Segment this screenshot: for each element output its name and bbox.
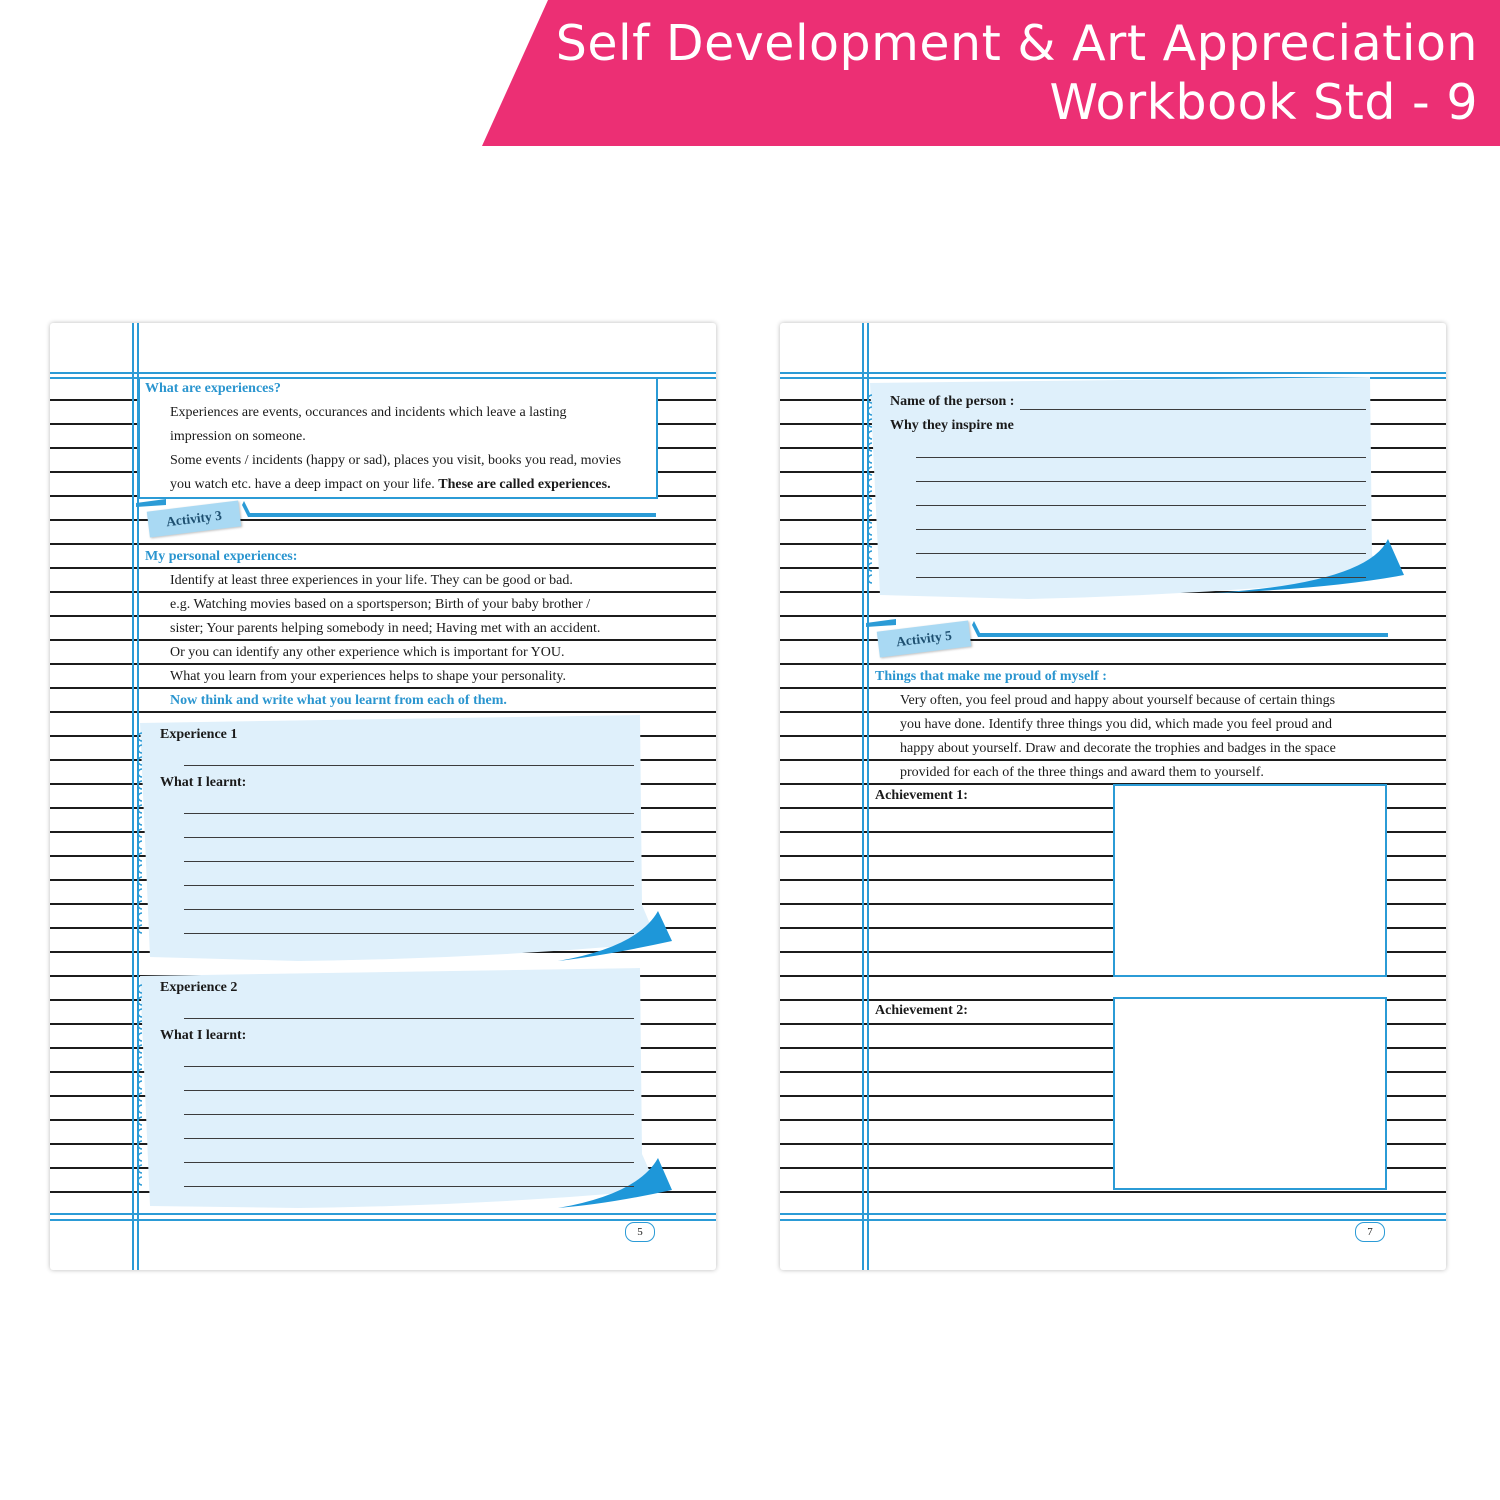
- spiral-loop: [134, 1139, 144, 1151]
- spiral-loop: [134, 899, 144, 911]
- spiral-loop: [864, 465, 874, 477]
- spiral-loop: [134, 911, 144, 923]
- why-inspire-label: Why they inspire me: [890, 418, 1014, 433]
- writing-line: [916, 529, 1366, 530]
- writing-line: [184, 933, 634, 934]
- workbook-page-7: [780, 323, 1446, 1270]
- top-margin-rule: [780, 372, 1446, 374]
- spiral-loop: [134, 755, 144, 767]
- section-heading: Things that make me proud of myself :: [875, 669, 1107, 684]
- body-line: happy about yourself. Draw and decorate the trophies and badges in the space: [900, 741, 1336, 756]
- workbook-page-5: [50, 323, 716, 1270]
- name-writing-line: [1020, 409, 1366, 410]
- activity-3-label: Activity 3: [147, 500, 241, 537]
- spiral-loop: [134, 731, 144, 743]
- bottom-margin-rule: [50, 1213, 716, 1215]
- spiral-loop: [864, 549, 874, 561]
- info-line: Some events / incidents (happy or sad), places you visit, books you read, movies: [170, 453, 622, 468]
- achievement-2-label: Achievement 2:: [875, 1003, 968, 1018]
- spiral-loop: [864, 417, 874, 429]
- title-banner: [0, 0, 1500, 146]
- banner-title-line1: Self Development & Art Appreciation: [555, 15, 1478, 72]
- spiral-loop: [134, 1151, 144, 1163]
- body-line: sister; Your parents helping somebody in need; Having met with an accident.: [170, 621, 601, 636]
- spiral-loop: [864, 429, 874, 441]
- spiral-loop: [134, 1031, 144, 1043]
- spiral-loop: [134, 1103, 144, 1115]
- spiral-loop: [134, 1091, 144, 1103]
- bottom-margin-rule: [780, 1213, 1446, 1215]
- body-line: What you learn from your experiences helps to shape your personality.: [170, 669, 567, 684]
- body-line: you have done. Identify three things you did, which made you feel proud and: [900, 717, 1332, 732]
- bottom-margin-rule-2: [50, 1219, 716, 1221]
- spiral-loop: [134, 875, 144, 887]
- spiral-loop: [134, 1007, 144, 1019]
- what-i-learnt-label: What I learnt:: [160, 1028, 247, 1043]
- body-line: Very often, you feel proud and happy about yourself because of certain things: [900, 693, 1336, 708]
- spiral-loop: [134, 995, 144, 1007]
- bottom-margin-rule-2: [780, 1219, 1446, 1221]
- spiral-loop: [134, 779, 144, 791]
- page-number: 7: [1355, 1222, 1385, 1242]
- spiral-loop: [134, 1043, 144, 1055]
- spiral-loop: [134, 1127, 144, 1139]
- body-line: provided for each of the three things and award them to yourself.: [900, 765, 1264, 780]
- body-line: Identify at least three experiences in your life. They can be good or bad.: [170, 573, 573, 588]
- writing-line: [184, 1186, 634, 1187]
- spiral-binding: [134, 983, 144, 1187]
- spiral-loop: [864, 477, 874, 489]
- ruled-line: [780, 615, 1446, 617]
- spiral-binding: [864, 393, 874, 585]
- spiral-binding: [134, 731, 144, 935]
- spiral-loop: [864, 441, 874, 453]
- spiral-loop: [134, 983, 144, 995]
- spiral-loop: [134, 887, 144, 899]
- writing-line: [184, 1066, 634, 1067]
- spiral-loop: [864, 453, 874, 465]
- writing-line: [916, 505, 1366, 506]
- ruled-line: [780, 1191, 1446, 1193]
- experience-2-title: Experience 2: [160, 980, 238, 995]
- spiral-loop: [134, 791, 144, 803]
- spiral-loop: [134, 827, 144, 839]
- achievement-2-drawing-box[interactable]: [1113, 997, 1387, 1190]
- top-margin-rule: [50, 372, 716, 374]
- writing-line: [916, 553, 1366, 554]
- spiral-loop: [134, 1019, 144, 1031]
- achievement-1-label: Achievement 1:: [875, 788, 968, 803]
- spiral-loop: [134, 1079, 144, 1091]
- info-heading: What are experiences?: [145, 381, 281, 396]
- writing-line: [916, 457, 1366, 458]
- spiral-loop: [134, 863, 144, 875]
- spiral-loop: [134, 743, 144, 755]
- banner-title-line2: Workbook Std - 9: [1049, 74, 1478, 131]
- writing-line: [184, 813, 634, 814]
- what-i-learnt-label: What I learnt:: [160, 775, 247, 790]
- spiral-loop: [134, 767, 144, 779]
- writing-line: [184, 837, 634, 838]
- spiral-loop: [134, 1115, 144, 1127]
- writing-line: [184, 909, 634, 910]
- spiral-loop: [864, 573, 874, 585]
- spiral-loop: [864, 561, 874, 573]
- body-line: e.g. Watching movies based on a sportsperson; Birth of your baby brother /: [170, 597, 591, 612]
- name-of-person-label: Name of the person :: [890, 394, 1015, 409]
- prompt-text: Now think and write what you learnt from each of them.: [170, 693, 507, 708]
- writing-line: [916, 577, 1366, 578]
- page-number: 5: [625, 1222, 655, 1242]
- writing-line: [184, 1138, 634, 1139]
- info-line: impression on someone.: [170, 429, 306, 444]
- spiral-loop: [864, 501, 874, 513]
- spiral-loop: [864, 537, 874, 549]
- spiral-loop: [864, 513, 874, 525]
- spiral-loop: [864, 525, 874, 537]
- activity-5-label: Activity 5: [877, 620, 971, 657]
- writing-line: [184, 765, 634, 766]
- spiral-loop: [864, 393, 874, 405]
- spiral-loop: [134, 923, 144, 935]
- info-last-plain: you watch etc. have a deep impact on your life.: [170, 477, 439, 492]
- sticky-note-1: [138, 715, 678, 965]
- writing-line: [184, 1090, 634, 1091]
- experience-1-title: Experience 1: [160, 727, 238, 742]
- writing-line: [184, 885, 634, 886]
- spiral-loop: [134, 803, 144, 815]
- body-line: Or you can identify any other experience which is important for YOU.: [170, 645, 565, 660]
- achievement-1-drawing-box[interactable]: [1113, 784, 1387, 977]
- spiral-loop: [134, 1163, 144, 1175]
- writing-line: [184, 1162, 634, 1163]
- spiral-loop: [134, 1067, 144, 1079]
- banner-title: [556, 14, 1478, 132]
- spiral-loop: [134, 851, 144, 863]
- spiral-loop: [134, 1055, 144, 1067]
- spiral-loop: [864, 405, 874, 417]
- spiral-loop: [134, 1175, 144, 1187]
- writing-line: [184, 1114, 634, 1115]
- writing-line: [184, 861, 634, 862]
- spiral-loop: [134, 839, 144, 851]
- info-last-bold: These are called experiences.: [438, 477, 611, 492]
- writing-line: [916, 481, 1366, 482]
- spiral-loop: [864, 489, 874, 501]
- info-line: Experiences are events, occurances and incidents which leave a lasting: [170, 405, 567, 420]
- writing-line: [184, 1018, 634, 1019]
- info-line-last: [170, 473, 611, 497]
- section-heading: My personal experiences:: [145, 549, 298, 564]
- spiral-loop: [134, 815, 144, 827]
